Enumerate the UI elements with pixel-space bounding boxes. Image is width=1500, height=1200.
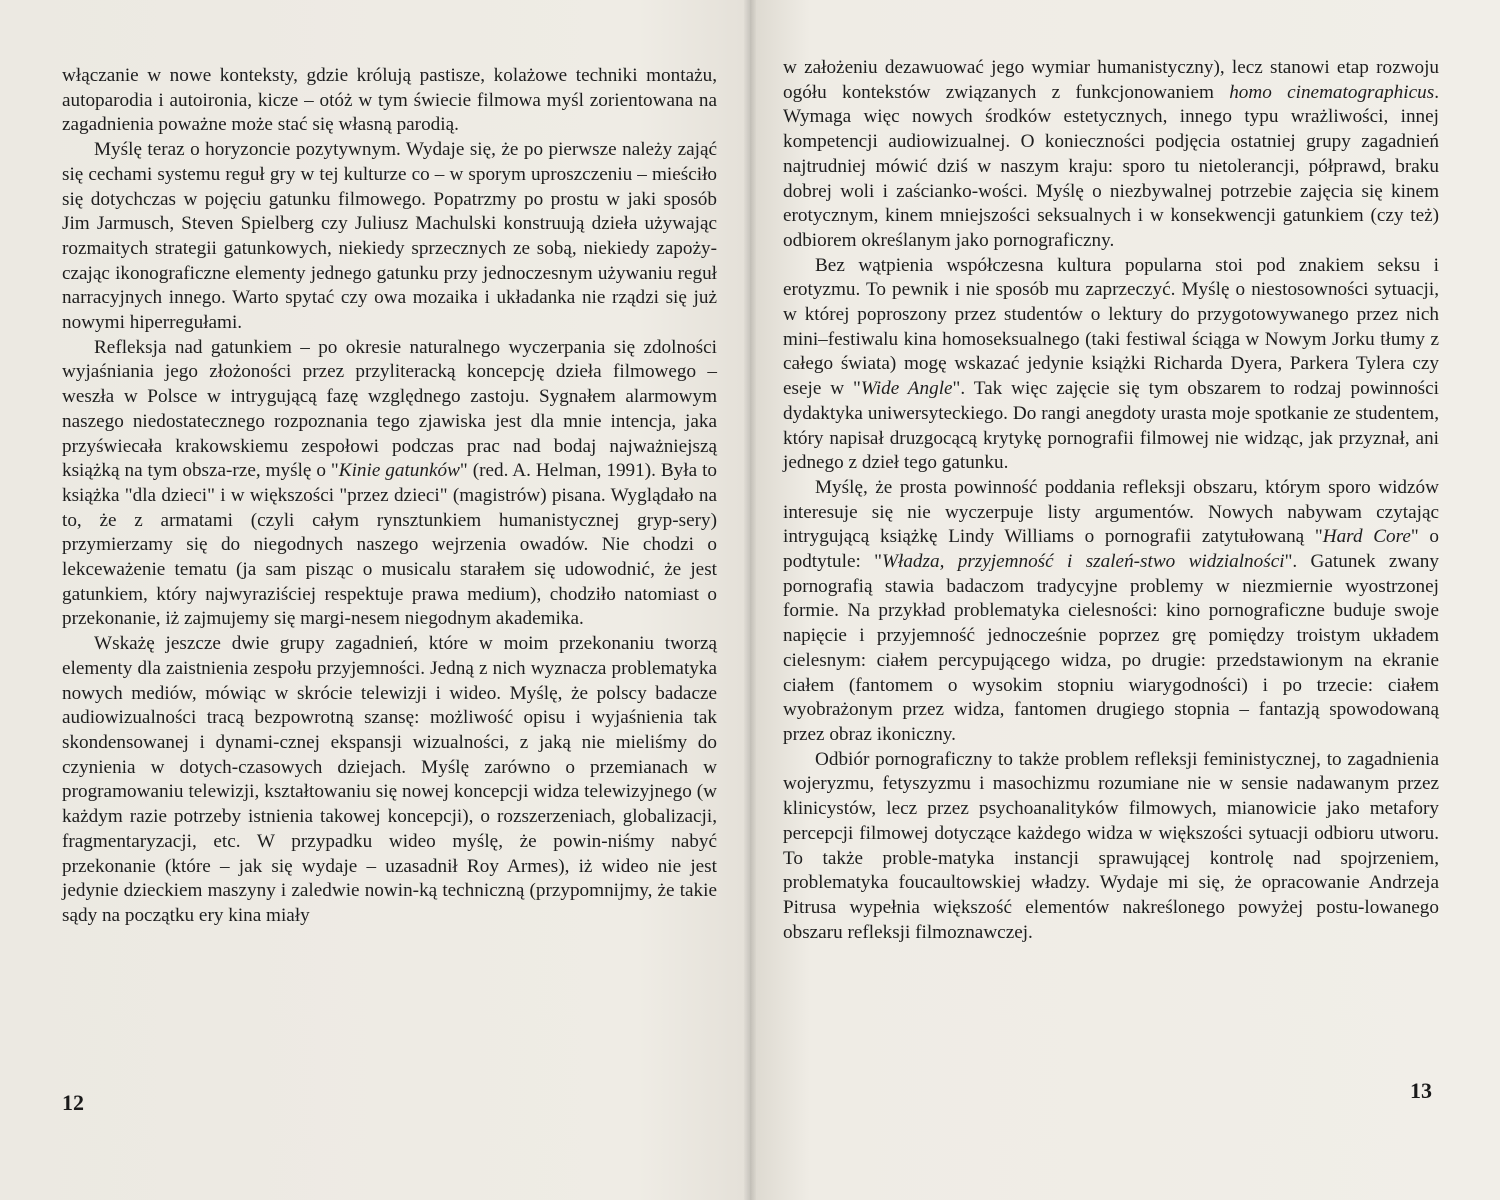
book-gutter (744, 0, 756, 1200)
text-run: ". Tak więc zajęcie się tym obszarem to rodzaj powinności dydaktyka uniwersyteckiego. Do rangi anegdoty urasta moje spotkanie ze studentem, który napisał druzgocącą krytykę pornografii filmowej nie widząc, jak przyznał, ani jednego z dzieł tego gatunku. (783, 378, 1439, 474)
text-run: Odbiór pornograficzny to także problem refleksji feministycznej, to zagadnienia wojeryzmu, fetyszyzmu i masochizmu rozumiane nie w sensie nadawanym przez klinicystów, lecz przez psychoanalityków filmowych, mianowicie jako metafory percepcji filmowej dotyczące każdego widza w większości sytuacji odbioru utworu. To także proble-matyka instancji sprawującej kontrolę nad spojrzeniem, problematyka foucaultowskiej władzy. Wydaje mi się, że opracowanie Andrzeja Pitrusa wypełnia większość elementów nakreślonego powyżej postu-lowanego obszaru refleksji filmoznawczej. (783, 748, 1439, 943)
text-run: Myślę, że prosta powinność poddania refleksji obszaru, którym sporo widzów interesuje się nie wyczerpuje listy argumentów. Nowych nabywam czytając intrygującą książkę Lindy Williams o pornografii zatytułowaną " (783, 476, 1439, 548)
italic-title: Wide Angle (860, 378, 953, 400)
text-run: włączanie w nowe konteksty, gdzie królują pastisze, kolażowe techniki montażu, autoparodia i autoironia, kicze – otóż w tym świecie filmowa myśl zorientowana na zagadnienia poważne może stać się własną parodią. (62, 65, 717, 136)
italic-title: Hard Core (1322, 526, 1411, 548)
right-page (750, 0, 1500, 1200)
text-run: ". Gatunek zwany pornografią stawia badaczom tradycyjne problemy w niezmiernie wyostrzonej formie. Na przykład problematyka cielesności: kino pornograficzne buduje swoje napięcie i przyjemność jednocześnie poprzez grę pomiędzy troistym układem cielesnym: ciałem percypującego widza, po drugie: przedstawionym na ekranie ciałem (fantomem o wysokim stopniu wiarygodności) i po trzecie: ciałem wyobrażonym przez widza, fantomen drugiego stopnia – fantazją spowodowaną przez obraz ikoniczny. (783, 551, 1439, 745)
italic-title: homo cinematographicus (1229, 81, 1435, 103)
text-run: Wskażę jeszcze dwie grupy zagadnień, które w moim przekonaniu tworzą elementy dla zaistnienia zespołu przyjemności. Jedną z nich wyznacza problematyka nowych mediów, mówiąc w skrócie telewizji i wideo. Myślę, że polscy badacze audiowizualności tracą bezpowrotną szansę: możliwość opisu i wyjaśnienia tak skondensowanej i dynami-cznej ekspansji wizualności, z jaką nie mieliśmy do czynienia w dotych-czasowych dziejach. Myślę zarówno o przemianach w programowaniu telewizji, kształtowaniu się nowej koncepcji widza telewizyjnego (w każdym razie potrzeby istnienia takowej koncepcji), o rozszerzeniach, globalizacji, fragmentaryzacji, etc. W przypadku wideo myślę, że powin-niśmy nabyć przekonanie (które – jak się wydaje – uzasadnił Roy Armes), iż wideo nie jest jedynie dzieckiem maszyny i zaledwie nowin-ką techniczną (przypomnijmy, że takie sądy na początku ery kina miały (62, 633, 717, 926)
left-paragraph-2 (62, 138, 717, 336)
right-page-number: 13 (1410, 1078, 1432, 1103)
text-run: . Wymaga więc nowych środków estetycznych, innego typu wrażliwości, innej kompetencji audiowizualnej. O konieczności podjęcia ostatniej grupy zagadnień najtrudniej mówić dziś w naszym kraju: sporo tu nietolerancji, półprawd, braku dobrej woli i zaścianko-wości. Myślę o niezbywalnej potrzebie zajęcia się kinem erotycznym, kinem mniejszości seksualnych i w konsekwencji gatunkiem (czy też) odbiorem określanym jako pornograficzny. (783, 81, 1439, 251)
text-run: Myślę teraz o horyzoncie pozytywnym. Wydaje się, że po pierwsze należy zająć się cechami systemu reguł gry w tej kulturze co – w sporym uproszczeniu – mieściło się dotychczas w pojęciu gatunku filmowego. Popatrzmy po prostu w jaki sposób Jim Jarmusch, Steven Spielberg czy Juliusz Machulski konstruują dzieła używając rozmaitych strategii gatunkowych, niekiedy sprzecznych ze sobą, niekiedy zapoży-czając ikonograficzne elementy jednego gatunku przy jednoczesnym używaniu reguł narracyjnych innego. Warto spytać czy owa mozaika i układanka nie rządzi się już nowymi hiperregułami. (62, 139, 717, 334)
text-run: Bez wątpienia współczesna kultura popularna stoi pod znakiem seksu i erotyzmu. To pewnik i nie sposób mu zaprzeczyć. Myślę o niestosowności sytuacji, w której poproszony przez studentów o lektury do przygotowywanego przez nich mini–festiwalu kina homoseksualnego (taki festiwal ściąga w Nowym Jorku tłumy z całego świata) mogę wskazać jedynie książki Richarda Dyera, Parkera Tylera czy eseje w " (783, 254, 1439, 400)
text-run: w założeniu dezawuować jego wymiar humanistyczny), lecz stanowi etap rozwoju ogółu kontekstów związanych z funkcjonowaniem (783, 57, 1439, 103)
italic-title: Kinie gatunków (338, 460, 460, 482)
left-paragraph-1 (62, 64, 717, 138)
right-page-text (783, 56, 1439, 945)
text-run: " (red. A. Helman, 1991). Była to książka "dla dzieci" i w większości "przez dzieci" (magistrów) pisana. Wyglądało na to, że z armatami (czyli całym rynsztunkiem humanistycznej gryp-sery) przymierzamy się do niegodnych naszego wejrzenia owadów. Nie chodzi o lekceważenie tematu (ja sam pisząc o musicalu starałem się udowodnić, że jest gatunkiem, który najwyraziściej respektuje prawa medium), chodziło natomiast o przekonanie, iż zajmujemy się margi-nesem niegodnym akademika. (62, 460, 717, 630)
left-paragraph-3 (62, 336, 717, 632)
right-paragraph-1 (783, 56, 1439, 254)
right-paragraph-3 (783, 476, 1439, 748)
left-paragraph-4 (62, 632, 717, 928)
right-paragraph-4 (783, 748, 1439, 946)
left-page-number: 12 (62, 1090, 84, 1115)
text-run: Refleksja nad gatunkiem – po okresie naturalnego wyczerpania się zdolności wyjaśniania jego złożoności przez przyliteracką koncepcję dzieła filmowego – weszła w Polsce w intrygującą fazę względnego zastoju. Sygnałem alarmowym naszego niedostatecznego rozpoznania tego zjawiska jest dla mnie intencja, jaka przyświecała krakowskiemu zespołowi podczas prac nad bodaj najważniejszą książką na tym obsza-rze, myślę o " (62, 336, 717, 482)
text-run: " o podtytule: " (783, 526, 1440, 573)
left-page-text (62, 64, 717, 929)
italic-title: Władza, przyjemność i szaleń-stwo widzialności (882, 551, 1285, 573)
right-paragraph-2 (783, 254, 1439, 476)
